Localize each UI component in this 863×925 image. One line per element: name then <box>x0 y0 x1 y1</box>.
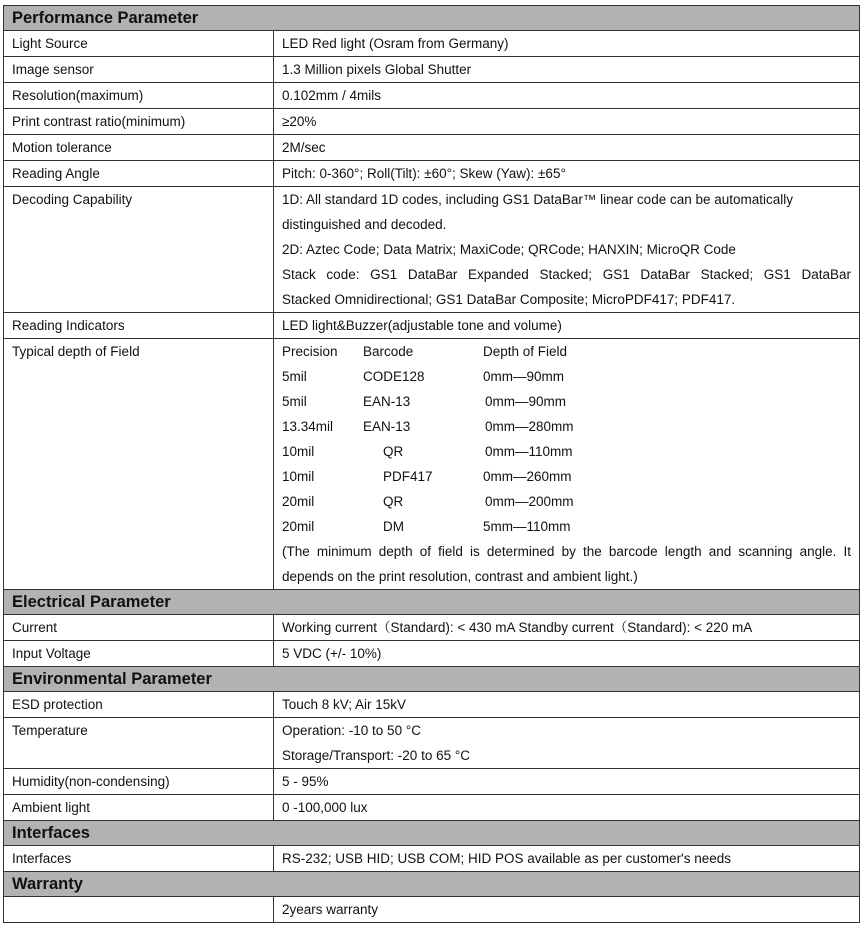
depth-of-field-table <box>274 339 860 590</box>
spec-label: Motion tolerance <box>4 135 274 161</box>
spec-label: Decoding Capability <box>4 187 274 313</box>
spec-row <box>4 769 860 795</box>
spec-row <box>4 641 860 667</box>
spec-row <box>4 57 860 83</box>
dof-row: 5mil CODE128 0mm—90mm <box>282 369 565 384</box>
spec-label: Interfaces <box>4 846 274 872</box>
dof-note-line: depends on the print resolution, contrast and ambient light.) <box>282 569 638 584</box>
decoding-line: Stacked Omnidirectional; GS1 DataBar Composite; MicroPDF417; PDF417. <box>282 292 736 307</box>
spec-label: Reading Angle <box>4 161 274 187</box>
spec-value: 1.3 Million pixels Global Shutter <box>274 57 860 83</box>
dof-row: 13.34mil EAN-13 0mm—280mm <box>282 419 574 434</box>
spec-value-decoding <box>274 187 860 313</box>
dof-row: 20mil QR 0mm—200mm <box>282 494 574 509</box>
spec-label: Humidity(non-condensing) <box>4 769 274 795</box>
spec-label <box>4 897 274 923</box>
spec-row <box>4 135 860 161</box>
spec-value: ≥20% <box>274 109 860 135</box>
spec-row <box>4 846 860 872</box>
spec-row <box>4 83 860 109</box>
spec-row <box>4 313 860 339</box>
spec-row-decoding <box>4 187 860 313</box>
spec-value: 2years warranty <box>274 897 860 923</box>
spec-label: Print contrast ratio(minimum) <box>4 109 274 135</box>
spec-row <box>4 615 860 641</box>
spec-value: LED Red light (Osram from Germany) <box>274 31 860 57</box>
spec-value: RS-232; USB HID; USB COM; HID POS available as per customer's needs <box>274 846 860 872</box>
decoding-line: 1D: All standard 1D codes, including GS1 DataBar™ linear code can be automatically <box>282 192 794 207</box>
spec-label: Temperature <box>4 718 274 769</box>
section-header-electrical: Electrical Parameter <box>4 590 860 615</box>
decoding-line: distinguished and decoded. <box>282 217 447 232</box>
spec-label: Light Source <box>4 31 274 57</box>
spec-row-depth-of-field <box>4 339 860 590</box>
spec-row <box>4 692 860 718</box>
dof-row: 10mil QR 0mm—110mm <box>282 444 573 459</box>
spec-row <box>4 109 860 135</box>
temperature-line: Operation: -10 to 50 °C <box>282 723 421 738</box>
spec-value: 2M/sec <box>274 135 860 161</box>
spec-row <box>4 795 860 821</box>
section-header-performance: Performance Parameter <box>4 6 860 31</box>
dof-header: Precision Barcode Depth of Field <box>282 344 568 359</box>
spec-table <box>3 5 860 923</box>
temperature-line: Storage/Transport: -20 to 65 °C <box>282 748 470 763</box>
spec-value: Touch 8 kV; Air 15kV <box>274 692 860 718</box>
spec-value: 5 - 95% <box>274 769 860 795</box>
spec-value: Working current（Standard): < 430 mA Standby current（Standard): < 220 mA <box>274 615 860 641</box>
decoding-line: 2D: Aztec Code; Data Matrix; MaxiCode; QRCode; HANXIN; MicroQR Code <box>282 242 736 257</box>
section-header-interfaces: Interfaces <box>4 821 860 846</box>
spec-value: 0.102mm / 4mils <box>274 83 860 109</box>
decoding-line: Stack code: GS1 DataBar Expanded Stacked; GS1 DataBar Stacked; GS1 DataBar <box>282 267 851 282</box>
spec-label: ESD protection <box>4 692 274 718</box>
spec-value: Pitch: 0-360°; Roll(Tilt): ±60°; Skew (Yaw): ±65° <box>274 161 860 187</box>
spec-value: 5 VDC (+/- 10%) <box>274 641 860 667</box>
spec-row <box>4 31 860 57</box>
spec-value: LED light&Buzzer(adjustable tone and volume) <box>274 313 860 339</box>
spec-label: Resolution(maximum) <box>4 83 274 109</box>
dof-row: 10mil PDF417 0mm—260mm <box>282 469 572 484</box>
spec-label: Current <box>4 615 274 641</box>
dof-row: 20mil DM 5mm—110mm <box>282 519 571 534</box>
spec-label: Image sensor <box>4 57 274 83</box>
spec-label: Input Voltage <box>4 641 274 667</box>
spec-value-temperature <box>274 718 860 769</box>
spec-row-temperature <box>4 718 860 769</box>
section-header-warranty: Warranty <box>4 872 860 897</box>
dof-note-line: (The minimum depth of field is determined by the barcode length and scanning angle. It <box>282 544 851 559</box>
spec-row <box>4 897 860 923</box>
spec-label: Typical depth of Field <box>4 339 274 590</box>
spec-row <box>4 161 860 187</box>
spec-label: Reading Indicators <box>4 313 274 339</box>
spec-label: Ambient light <box>4 795 274 821</box>
section-header-environmental: Environmental Parameter <box>4 667 860 692</box>
dof-row: 5mil EAN-13 0mm—90mm <box>282 394 567 409</box>
spec-value: 0 -100,000 lux <box>274 795 860 821</box>
